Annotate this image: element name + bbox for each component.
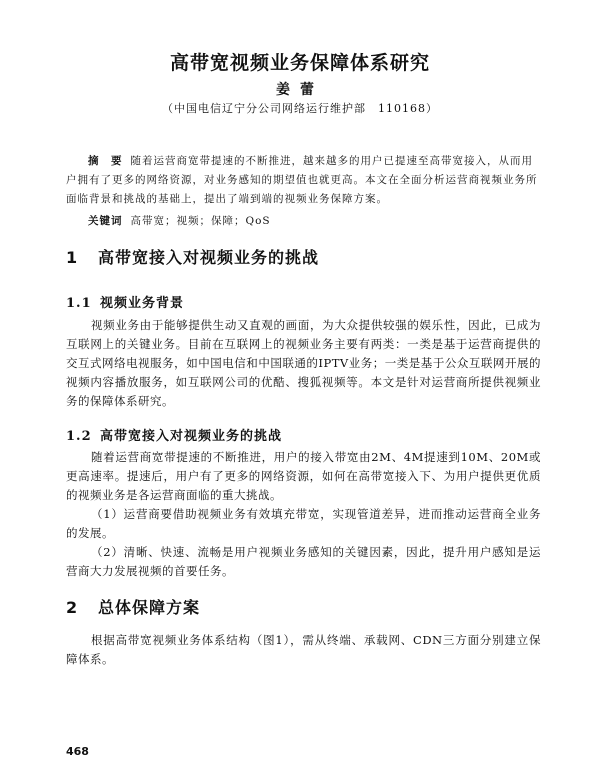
- page-number: 468: [66, 745, 89, 758]
- section-2-heading: [66, 595, 200, 618]
- section-1-title: 高带宽接入对视频业务的挑战: [98, 248, 320, 267]
- section-1-2-paragraph-3: （2）清晰、快速、流畅是用户视频业务感知的关键因素，因此，提升用户感知是运营商大力发展视频的首要任务。: [66, 545, 541, 578]
- abstract: [66, 152, 541, 209]
- section-1-2-paragraph-1: 随着运营商宽带提速的不断推进，用户的接入带宽由2M、4M提速到10M、20M或更高速率。提速后，用户有了更多的网络资源，如何在高带宽接入下、为用户提供更优质的视频业务是各运营商面临的重大挑战。: [66, 450, 541, 502]
- author-name: 姜蕾: [276, 82, 324, 98]
- keywords-label: 关键词: [88, 215, 123, 227]
- section-1-2-paragraph-2: （1）运营商要借助视频业务有效填充带宽，实现管道差异，进而推动运营商全业务的发展。: [66, 507, 541, 540]
- section-1-1-paragraph: 视频业务由于能够提供生动又直观的画面，为大众提供较强的娱乐性，因此，已成为互联网上的关键业务。目前在互联网上的视频业务主要有两类：一类是基于运营商提供的交互式网络电视服务，如中国电信和中国联通的IPTV业务；一类是基于公众互联网开展的视频内容播放服务，如互联网公司的优酷、搜狐视频等。本文是针对运营商所提供视频业务的保障体系研究。: [66, 318, 541, 408]
- section-1-2-heading: [66, 425, 282, 444]
- section-1-2-number: 1.2: [66, 429, 92, 444]
- section-1-1-number: 1.1: [66, 296, 92, 311]
- keywords-text: 高带宽；视频；保障；QoS: [130, 215, 271, 227]
- abstract-label: 摘 要: [88, 155, 123, 167]
- section-2-number: 2: [66, 598, 79, 617]
- section-2-title: 总体保障方案: [98, 598, 201, 617]
- section-1-2-title: 高带宽接入对视频业务的挑战: [100, 429, 283, 444]
- section-2-paragraph: 根据高带宽视频业务体系结构（图1），需从终端、承载网、CDN三方面分别建立保障体系。: [66, 633, 541, 666]
- keywords: [88, 213, 271, 228]
- section-1-1-title: 视频业务背景: [100, 296, 185, 311]
- author-affiliation: （中国电信辽宁分公司网络运行维护部 110168）: [162, 102, 438, 115]
- section-1-number: 1: [66, 248, 79, 267]
- paper-title: 高带宽视频业务保障体系研究: [169, 52, 430, 74]
- abstract-text: 随着运营商宽带提速的不断推进，越来越多的用户已提速至高带宽接入，从而用户拥有了更多的网络资源，对业务感知的期望值也就更高。本文在全面分析运营商视频业务所面临背景和挑战的基础上，提出了端到端的视频业务保障方案。: [66, 155, 538, 205]
- section-1-1-heading: [66, 292, 184, 311]
- section-1-heading: [66, 245, 319, 268]
